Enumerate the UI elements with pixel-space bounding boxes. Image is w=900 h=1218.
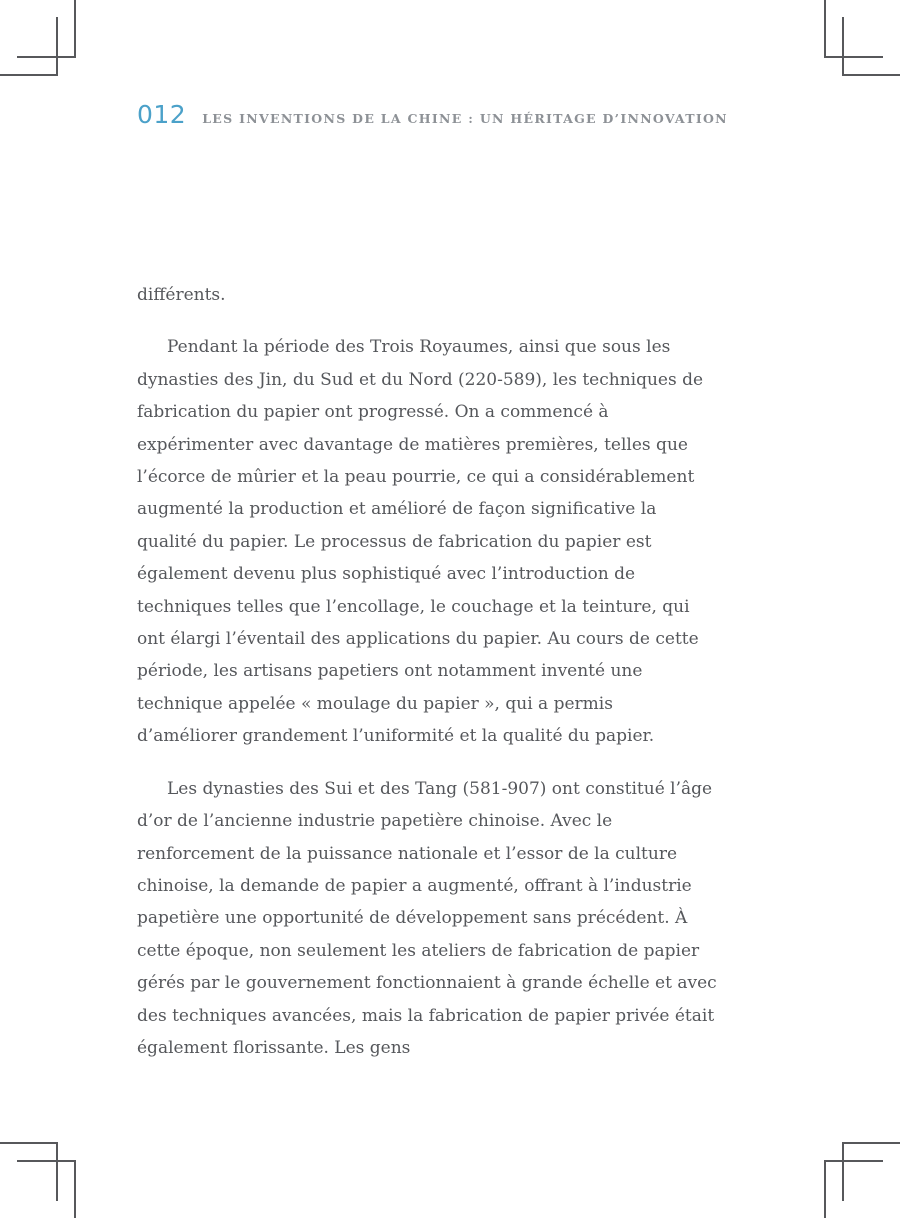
crop-mark-top-right <box>824 0 900 76</box>
paragraph-trois-royaumes: Pendant la période des Trois Royaumes, ainsi que sous les dynasties des Jin, du Sud et du Nord (220-589), les techniques de fabrication du papier ont progressé. On a commencé à expérimenter avec davantage de matières premières, telles que l’écorce de mûrier et la peau pourrie, ce qui a considérablement augmenté la production et amélioré de façon significative la qualité du papier. Le processus de fabrication du papier est également devenu plus sophistiqué avec l’introduction de techniques telles que l’encollage, le couchage et la teinture, qui ont élargi l’éventail des applications du papier. Au cours de cette période, les artisans papetiers ont notamment inventé une technique appelée « moulage du papier », qui a permis d’améliorer grandement l’uniformité et la qualité du papier. <box>137 337 704 747</box>
crop-mark-bottom-left <box>0 1142 76 1218</box>
paragraph-continuation: différents. <box>137 285 226 305</box>
crop-mark-top-left <box>0 0 76 76</box>
page-body-text <box>137 279 717 1084</box>
page-header <box>137 100 728 129</box>
page-number: 012 <box>137 100 187 129</box>
paragraph-sui-tang: Les dynasties des Sui et des Tang (581-907) ont constitué l’âge d’or de l’ancienne industrie papetière chinoise. Avec le renforcement de la puissance nationale et l’essor de la culture chinoise, la demande de papier a augmenté, offrant à l’industrie papetière une opportunité de développement sans précédent. À cette époque, non seulement les ateliers de fabrication de papier gérés par le gouvernement fonctionnaient à grande échelle et avec des techniques avancées, mais la fabrication de papier privée était également florissante. Les gens <box>137 778 717 1058</box>
running-header-title: LES INVENTIONS DE LA CHINE : UN HÉRITAGE D’INNOVATION <box>202 111 728 126</box>
crop-mark-bottom-right <box>824 1142 900 1218</box>
